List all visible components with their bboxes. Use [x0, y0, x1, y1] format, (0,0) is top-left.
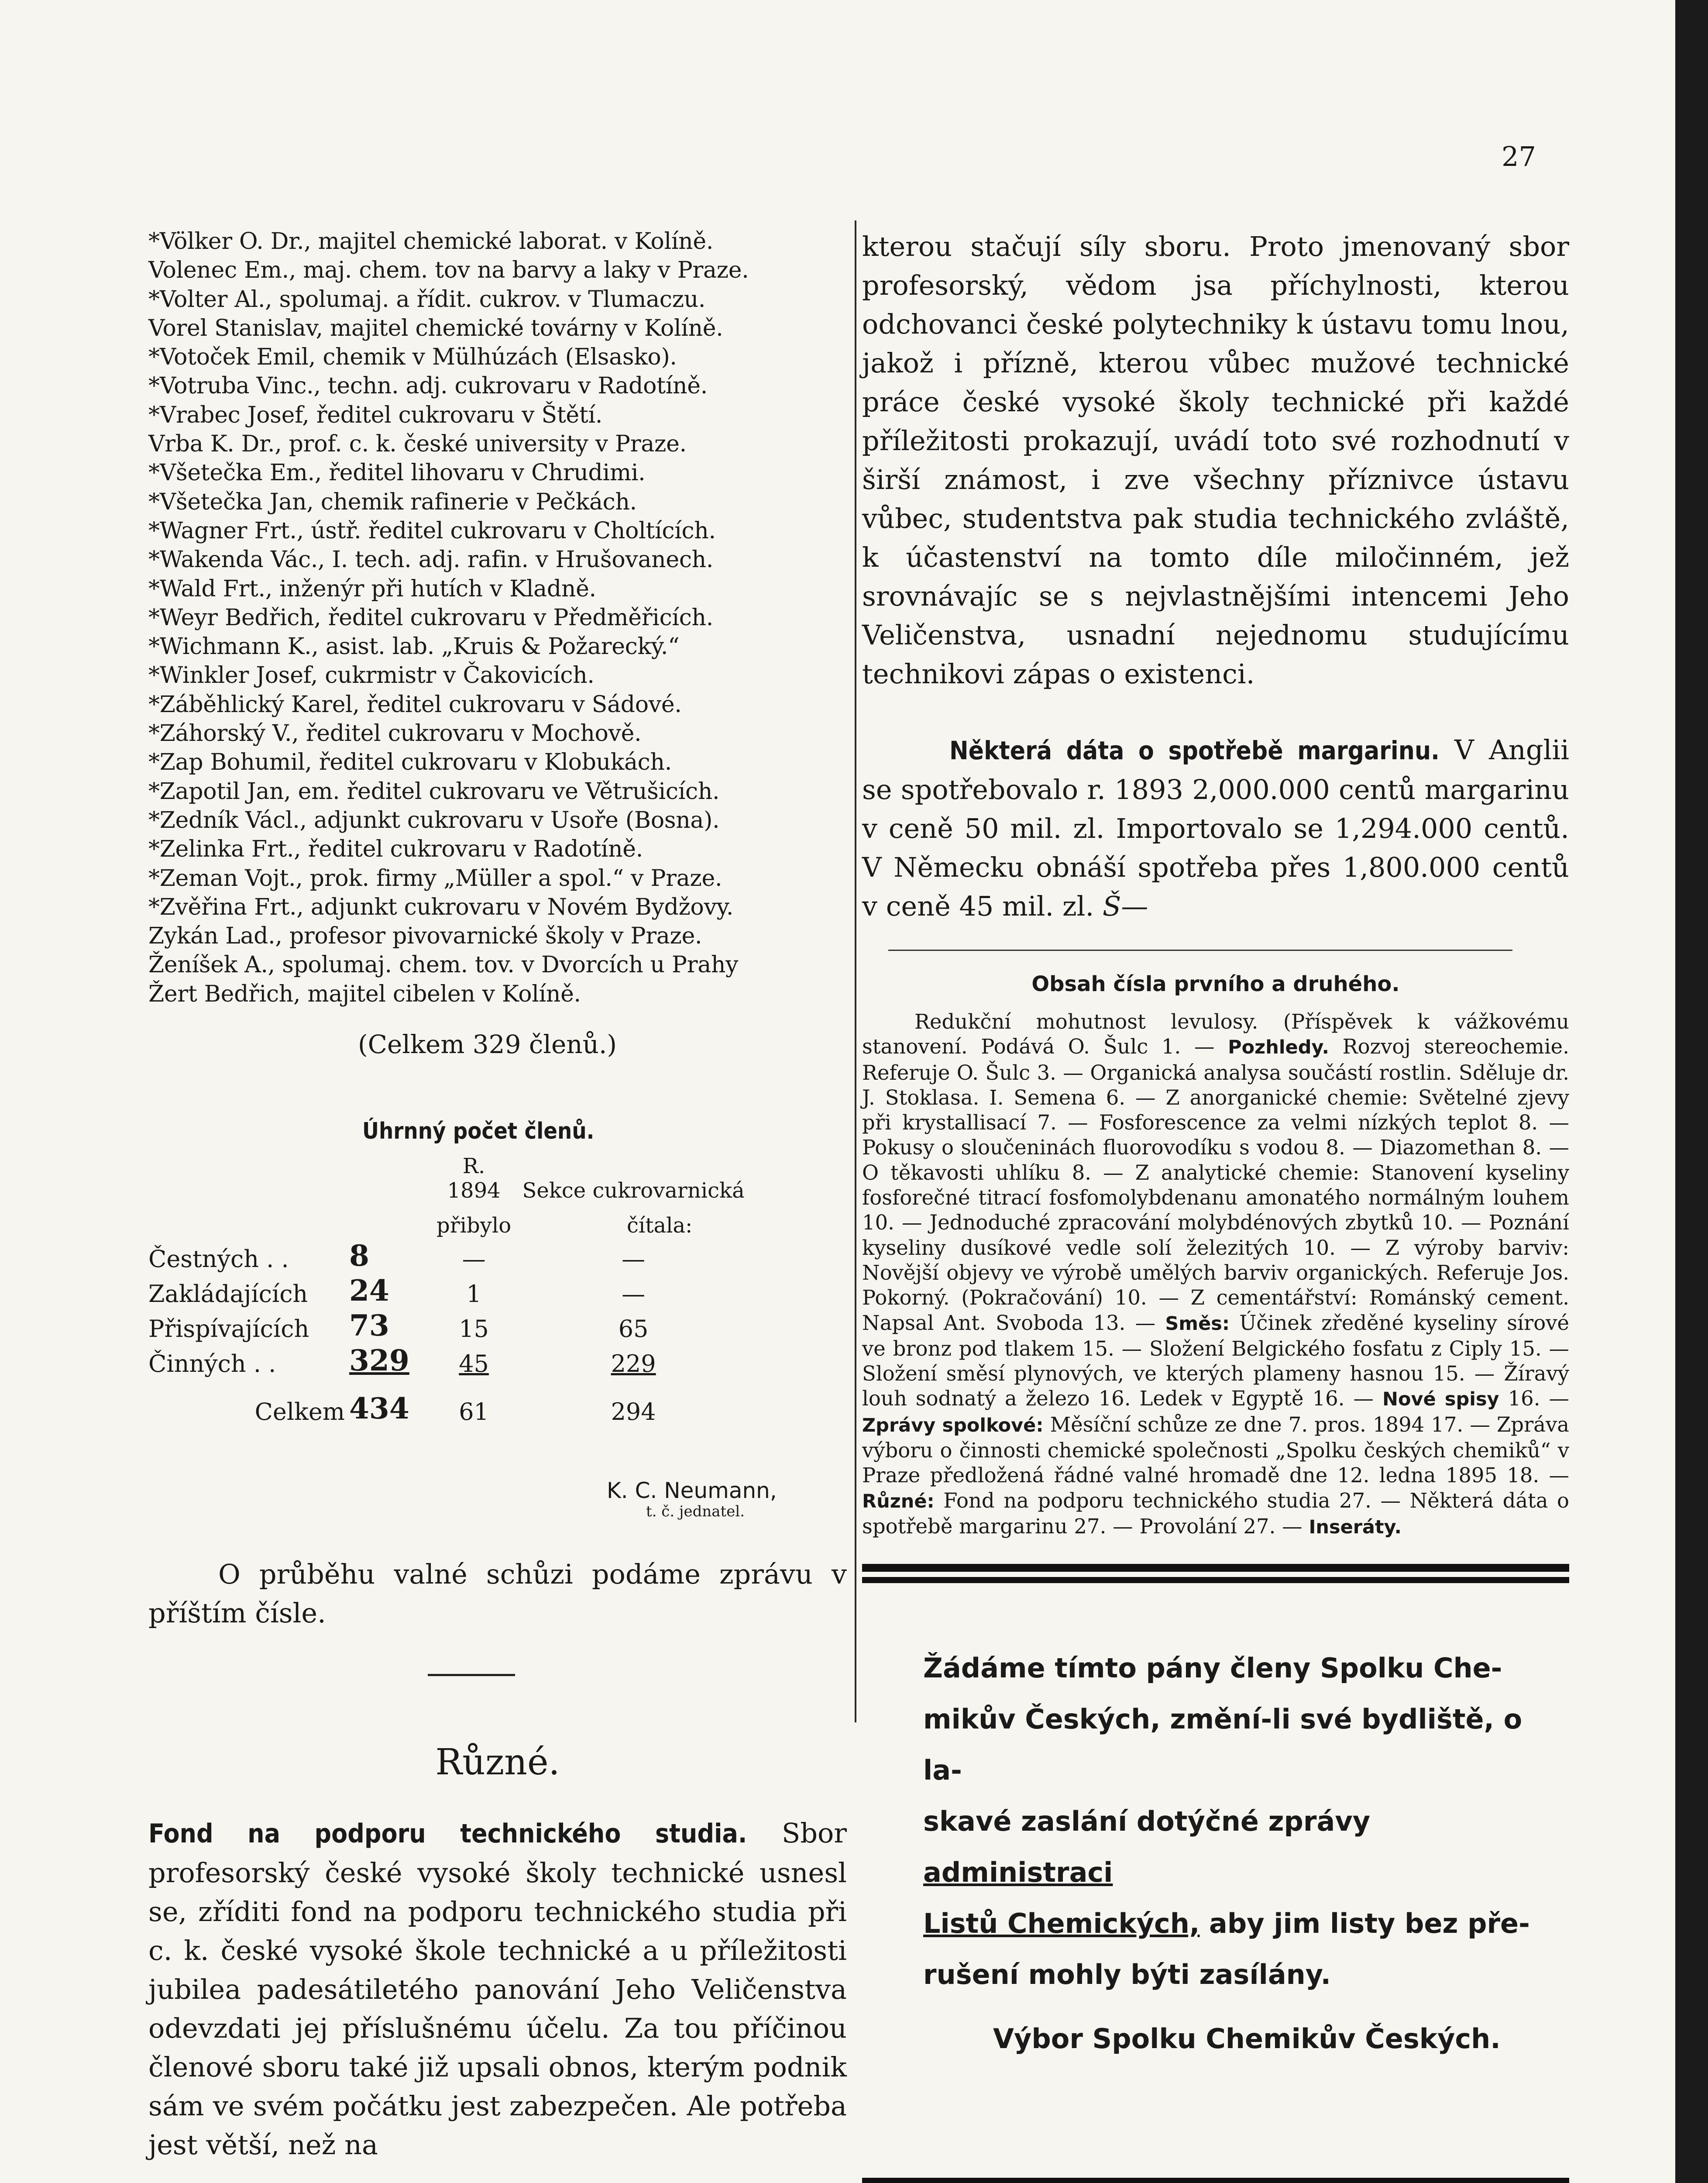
notice-line-3-text: skavé zaslání dotýčné zprávy	[923, 1805, 1371, 1838]
members-total: (Celkem 329 členů.)	[358, 1030, 617, 1060]
contents-text	[862, 1009, 1569, 1540]
double-rule-bottom	[862, 2178, 1569, 2183]
contents-section-title: Nové spisy	[1382, 1388, 1499, 1411]
contents-section-title: Různé:	[862, 1490, 935, 1512]
member-entry: *Wald Frt., inženýr při hutích v Kladně.	[148, 575, 596, 602]
contents-rule	[888, 950, 1512, 951]
member-entry: *Vrabec Josef, ředitel cukrovaru v Štětí.	[148, 402, 603, 428]
member-entry: *Záběhlický Karel, ředitel cukrovaru v Sádové.	[148, 691, 682, 718]
contents-segment: Redukční mohutnost levulosy. (Příspěvek k vážkovému stanovení. Podává O. Šulc 1. —	[862, 1010, 1569, 1059]
double-rule-top	[862, 1564, 1569, 1612]
header-counted: čítala:	[626, 1213, 693, 1238]
sum-section: 294	[611, 1398, 656, 1426]
left-column	[148, 227, 847, 2164]
notice-line-4-text: aby jim listy bez pře-	[1199, 1908, 1530, 1940]
margarin-title: Některá dáta o spotřebě margarinu.	[949, 736, 1440, 765]
stats-label: Zakládajících	[148, 1280, 308, 1308]
member-stats-table	[148, 1154, 756, 1425]
report-note: O průběhu valné schůzi podáme zprávu v příštím čísle.	[148, 1558, 847, 1629]
sum-added: 61	[459, 1398, 489, 1426]
margarin-paragraph	[862, 730, 1569, 926]
member-entry: *Zvěřina Frt., adjunkt cukrovaru v Novém Bydžovy.	[148, 894, 734, 920]
header-1894: R. 1894	[447, 1154, 501, 1203]
member-entry: *Völker O. Dr., majitel chemické laborat. v Kolíně.	[148, 228, 714, 255]
stats-total: 24	[349, 1274, 389, 1308]
fund-paragraph	[148, 1814, 847, 2164]
fund-text-left: Sbor profesorský české vysoké školy technické usnesl se, zříditi fond na podporu technického studia při c. k. české vysoké škole technické a u příležitosti jubilea padesátiletého panování Jeho Veličenstva odevzdati jej příslušnému účelu. Za tou příčinou členové sboru také již upsali obnos, kterým podnik sám ve svém počátku jest zabezpečen. Ale potřeba jest větší, než na	[148, 1817, 847, 2161]
stats-total: 329	[349, 1343, 409, 1378]
scan-page-edge	[1675, 0, 1708, 2183]
member-entry: *Záhorský V., ředitel cukrovaru v Mochově.	[148, 720, 642, 747]
signature	[148, 1480, 847, 1522]
ruzne-heading: Různé.	[435, 1742, 560, 1784]
member-entry: Vrba K. Dr., prof. c. k. české university v Praze.	[148, 431, 687, 458]
contents-section-title: Zprávy spolkové:	[862, 1414, 1044, 1436]
member-entry: Vorel Stanislav, majitel chemické továrny v Kolíně.	[148, 315, 723, 341]
member-entry: Žert Bedřich, majitel cibelen v Kolíně.	[148, 981, 581, 1007]
margarin-text: V Anglii se spotřebovalo r. 1893 2,000.000 centů margarinu v ceně 50 mil. zl. Importovalo se 1,294.000 centů. V Německu obnáší spotřeba přes 1,800.000 centů v ceně 45 mil. zl.	[862, 734, 1569, 922]
member-entry: *Zapotil Jan, em. ředitel cukrovaru ve Větrušicích.	[148, 778, 720, 805]
sum-total: 434	[349, 1391, 409, 1426]
member-entry: *Volter Al., spolumaj. a řídit. cukrov. v Tlumaczu.	[148, 286, 706, 313]
notice-line-4	[923, 1898, 1569, 1949]
contents-section-title: Pozhledy.	[1228, 1036, 1329, 1059]
member-entry: *Votruba Vinc., techn. adj. cukrovaru v Radotíně.	[148, 373, 708, 399]
member-entry: *Zedník Václ., adjunkt cukrovaru v Usoře (Bosna).	[148, 807, 720, 833]
contents-section-title: Směs:	[1165, 1312, 1230, 1335]
stats-row	[148, 1273, 756, 1308]
notice-listy: Listů Chemických,	[923, 1908, 1200, 1940]
notice-line-2: mikův Českých, změní-li své bydliště, o la-	[923, 1703, 1522, 1787]
member-entry: Ženíšek A., spolumaj. chem. tov. v Dvorcích u Prahy	[148, 952, 739, 978]
margarin-sign: Š—	[1102, 890, 1148, 922]
member-entry: *Zap Bohumil, ředitel cukrovaru v Klobukách.	[148, 749, 672, 776]
member-entry: Volenec Em., maj. chem. tov na barvy a laky v Praze.	[148, 257, 749, 284]
notice-line-5: rušení mohly býti zasílány.	[923, 1959, 1331, 1991]
stats-total: 8	[349, 1239, 369, 1273]
member-list	[148, 227, 847, 1009]
stats-row	[148, 1308, 756, 1343]
stats-section: 65	[618, 1315, 649, 1343]
signature-role: t. č. jednatel.	[646, 1503, 745, 1521]
notice-signature: Výbor Spolku Chemikův Českých.	[993, 2023, 1501, 2055]
stats-section: —	[622, 1245, 646, 1273]
section-separator	[428, 1674, 515, 1676]
contents-segment: 16. —	[1499, 1387, 1570, 1411]
member-entry: Zykán Lad., profesor pivovarnické školy v Praze.	[148, 923, 702, 950]
stats-added: —	[462, 1245, 486, 1273]
member-entry: *Zeman Vojt., prok. firmy „Müller a spol.“ v Praze.	[148, 865, 722, 892]
notice-line-1: Žádáme tímto pány členy Spolku Che-	[923, 1652, 1502, 1684]
notice-admin: administraci	[923, 1856, 1113, 1889]
stats-label: Přispívajících	[148, 1315, 309, 1343]
notice-line-3	[923, 1796, 1569, 1898]
right-column	[862, 227, 1569, 2183]
stats-section: 229	[611, 1350, 656, 1378]
member-entry: *Wichmann K., asist. lab. „Kruis & Požarecký.“	[148, 634, 680, 660]
member-entry: *Votoček Emil, chemik v Mülhúzách (Elsasko).	[148, 344, 677, 371]
contents-segment: Měsíční schůze ze dne 7. pros. 1894 17. — Zpráva výboru o činnosti chemické společnosti „Spolku českých chemiků“ v Praze předložená řádné valné hromadě dne 12. ledna 1895 18. —	[862, 1412, 1569, 1487]
member-entry: *Weyr Bedřich, ředitel cukrovaru v Předměřicích.	[148, 604, 713, 631]
header-added: přibylo	[436, 1213, 512, 1238]
stats-added: 15	[459, 1315, 489, 1343]
fund-text-right: kterou stačují síly sboru. Proto jmenovaný sbor profesorský, vědom jsa příchylnosti, kterou odchovanci české polytechniky k ústavu tomu lnou, jakož i přízně, kterou vůbec mužové technické práce české vysoké školy technické při každé příležitosti prokazují, uvádí toto své rozhodnutí v širší známost, i zve všechny příznivce ústavu vůbec, studentstva pak studia technického zvláště, k účastenství na tomto díle miločinném, jež srovnávajíc se s nejvlastnějšími intencemi Jeho Veličenstva, usnadní nejednomu studujícímu technikovi zápas o existenci.	[862, 231, 1569, 690]
stats-label: Čestných . .	[148, 1245, 289, 1273]
contents-segment: Účinek zředěné kyseliny sírové ve bronz pod tlakem 15. — Složení Belgického fosfatu z Ciply 15. — Složení směsí plynových, ve kterých plameny hasnou 15. — Žíravý louh sodnatý a železo 16. Ledek v Egyptě 16. —	[862, 1311, 1570, 1411]
stats-added: 45	[459, 1350, 489, 1378]
column-divider	[855, 220, 856, 1722]
sum-label: Celkem	[254, 1398, 345, 1426]
stats-added: 1	[466, 1280, 481, 1308]
stats-title: Úhrnný počet členů.	[362, 1118, 595, 1145]
contents-title: Obsah čísla prvního a druhého.	[1031, 972, 1400, 996]
stats-row	[148, 1238, 756, 1273]
stats-total: 73	[349, 1308, 389, 1343]
fund-title: Fond na podporu technického studia.	[148, 1818, 747, 1849]
member-entry: *Zelinka Frt., ředitel cukrovaru v Radotíně.	[148, 836, 643, 863]
contents-segment: Rozvoj stereochemie. Referuje O. Šulc 3. — Organická analysa součástí rostlin. Sděluje dr. J. Stoklasa. I. Semena 6. — Z anorganické chemie: Světelné zjevy při krystallisací 7. — Fosforescence za velmi nízkých teplot 8. — Pokusy o sloučeninách fluorovodíku s vodou 8. — Diazomethan 8. — O těkavosti uhlíku 8. — Z analytické chemie: Stanovení kyseliny fosforečné titrací fosfomolybdenanu amonatého normálným louhem 10. — Jednoduché zpracování molybdénových zbytků 10. — Poznání kyseliny dusíkové vedle solí železitých 10. — Z výroby barviv: Novější objevy ve výrobě umělých barviv organických. Referuje Jos. Pokorný. (Pokračování) 10. — Z cementářství: Románský cement. Napsal Ant. Svoboda 13. —	[862, 1035, 1569, 1335]
notice-block	[862, 1642, 1569, 2064]
contents-section-title: Inseráty.	[1309, 1516, 1402, 1538]
member-entry: *Všetečka Jan, chemik rafinerie v Pečkách.	[148, 489, 637, 515]
member-entry: *Všetečka Em., ředitel lihovaru v Chrudimi.	[148, 460, 646, 486]
stats-row	[148, 1343, 756, 1377]
page-number: 27	[1502, 141, 1536, 172]
stats-label: Činných . .	[148, 1350, 276, 1378]
signature-name: K. C. Neumann,	[607, 1478, 777, 1504]
member-entry: *Wagner Frt., ústř. ředitel cukrovaru v Choltících.	[148, 517, 716, 544]
header-section: Sekce cukrovarnická	[522, 1178, 745, 1203]
stats-section: —	[622, 1280, 646, 1308]
member-entry: *Winkler Josef, cukrmistr v Čakovicích.	[148, 662, 595, 689]
member-entry: *Wakenda Vác., I. tech. adj. rafin. v Hrušovanech.	[148, 547, 714, 573]
contents-segment: Fond na podporu technického studia 27. — Některá dáta o spotřebě margarinu 27. — Provolání 27. —	[862, 1488, 1569, 1538]
